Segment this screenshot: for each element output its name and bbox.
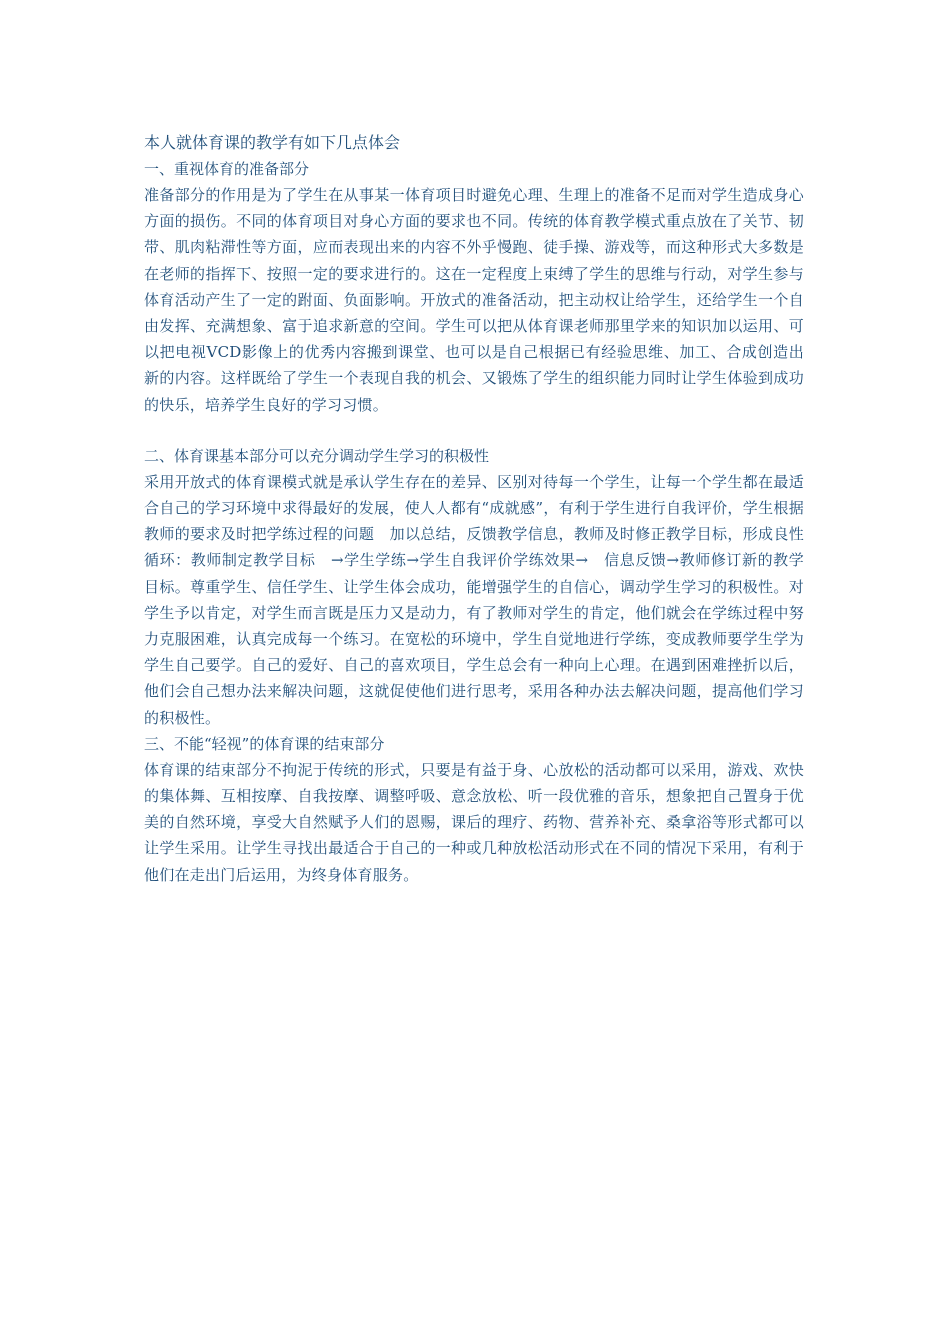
section-heading-2: 二、体育课基本部分可以充分调动学生学习的积极性 bbox=[144, 446, 490, 465]
document-title: 本人就体育课的教学有如下几点体会 bbox=[144, 133, 401, 152]
paragraph-spacer bbox=[144, 418, 804, 443]
document-page bbox=[144, 130, 804, 888]
section-body-2: 采用开放式的体育课模式就是承认学生存在的差异、区别对待每一个学生，让每一个学生都在最适合自己的学习环境中求得最好的发展，使人人都有“成就感”，有利于学生进行自我评价，学生根据教师的要求及时把学练过程的问题 加以总结，反馈教学信息，教师及时修正教学目标，形成良性循环：教师制定教学目标 →学生学练→学生自我评价学练效果→ 信息反馈→教师修订新的教学目标。尊重学生、信任学生、让学生体会成功，能增强学生的自信心，调动学生学习的积极性。对学生予以肯定，对学生而言既是压力又是动力，有了教师对学生的肯定，他们就会在学练过程中努力克服困难，认真完成每一个练习。在宽松的环境中，学生自觉地进行学练，变成教师要学生学为学生自己要学。自己的爱好、自己的喜欢项目，学生总会有一种向上心理。在遇到困难挫折以后，他们会自己想办法来解决问题，这就促使他们进行思考，采用各种办法去解决问题，提高他们学习的积极性。 bbox=[144, 472, 804, 727]
section-body-1: 准备部分的作用是为了学生在从事某一体育项目时避免心理、生理上的准备不足而对学生造成身心方面的损伤。不同的体育项目对身心方面的要求也不同。传统的体育教学模式重点放在了关节、韧带、肌肉粘滞性等方面，应而表现出来的内容不外乎慢跑、徒手操、游戏等，而这种形式大多数是在老师的指挥下、按照一定的要求进行的。这在一定程度上束缚了学生的思维与行动，对学生参与体育活动产生了一定的跗面、负面影响。开放式的准备活动，把主动权让给学生，还给学生一个自由发挥、充满想象、富于追求新意的空间。学生可以把从体育课老师那里学来的知识加以运用、可以把电视VCD影像上的优秀内容搬到课堂、也可以是自己根据已有经验思维、加工、合成创造出新的内容。这样既给了学生一个表现自我的机会、又锻炼了学生的组织能力同时让学生体验到成功的快乐，培养学生良好的学习习惯。 bbox=[144, 186, 804, 414]
section-body-3: 体育课的结束部分不拘泥于传统的形式，只要是有益于身、心放松的活动都可以采用，游戏、欢快的集体舞、互相按摩、自我按摩、调整呼吸、意念放松、听一段优雅的音乐，想象把自己置身于优美的自然环境，享受大自然赋予人们的恩赐，课后的理疗、药物、营养补充、桑拿浴等形式都可以让学生采用。让学生寻找出最适合于自己的一种或几种放松活动形式在不同的情况下采用，有利于他们在走出门后运用，为终身体育服务。 bbox=[144, 760, 804, 884]
section-heading-1: 一、重视体育的准备部分 bbox=[144, 160, 310, 178]
section-heading-3: 三、不能“轻视”的体育课的结束部分 bbox=[144, 734, 385, 753]
